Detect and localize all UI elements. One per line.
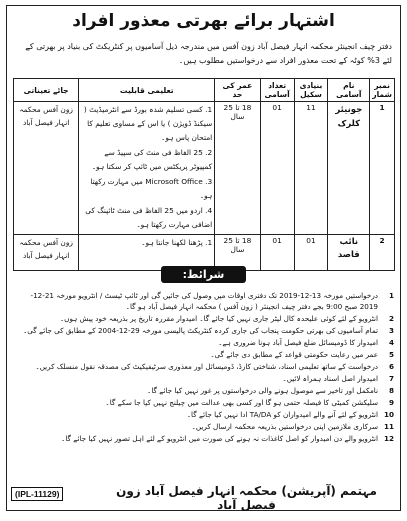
condition-number: 11 — [383, 422, 394, 431]
table-header-row — [14, 79, 395, 102]
header-scale: بنیادی سکیل — [294, 79, 328, 102]
condition-number: 1 — [388, 291, 394, 300]
condition-number: 9 — [388, 398, 394, 407]
cell-posting: زون آفس محکمہ انہار فیصل آباد — [14, 102, 79, 235]
condition-number: 3 — [388, 326, 394, 335]
cell-serial: 2 — [370, 235, 395, 271]
conditions-list — [13, 290, 394, 445]
list-item — [13, 290, 394, 312]
condition-number: 7 — [388, 374, 394, 383]
list-item — [13, 373, 394, 384]
condition-text: عمر میں رعایت حکومتی قواعد کے مطابق دی جائے گی۔ — [210, 350, 378, 359]
headline: اشتہار برائے بھرتی معذور افراد — [72, 11, 335, 31]
qualification-line: 4. اردو میں 25 الفاظ فی منٹ ٹائپنگ کی اضافی مہارت رکھتا ہو۔ — [85, 206, 213, 229]
cell-serial: 1 — [370, 102, 395, 235]
conditions-title: شرائط: — [161, 266, 247, 283]
header-count: تعداد آسامی — [260, 79, 294, 102]
condition-text: سلیکشن کمیٹی کا فیصلہ حتمی ہو گا اور کسی بھی عدالت میں چیلنج نہیں کیا جا سکے گا۔ — [105, 398, 378, 407]
condition-text: درخواست کے ساتھ تعلیمی اسناد، شناختی کارڈ، ڈومیسائل اور معذوری سرٹیفیکیٹ کی مصدقہ نقول منسلک کریں۔ — [35, 362, 378, 371]
condition-number: 2 — [388, 314, 394, 323]
cell-count: 01 — [260, 235, 294, 271]
header-post: نام آسامی — [328, 79, 370, 102]
list-item — [13, 409, 394, 420]
qualification-line: 1. پڑھنا لکھنا جانتا ہو۔ — [141, 238, 213, 247]
list-item — [13, 361, 394, 372]
cell-qualification — [79, 102, 215, 235]
condition-text: انٹرویو کے لئے کوئی علیحدہ کال لیٹر جاری نہیں کیا جائے گا۔ امیدوار مقررہ تاریخ پر بذریعہ خود پیش ہوں۔ — [59, 314, 378, 323]
reference-code: (IPL-11129) — [11, 487, 63, 501]
vacancy-table — [13, 78, 395, 271]
cell-age: 18 تا 25 سال — [215, 235, 260, 271]
header-serial: نمبر شمار — [370, 79, 395, 102]
condition-text: انٹرویو والے دن امیدوار کو اصل کاغذات نہ ہونے کی صورت میں انٹرویو کے لئے اہل تصور نہیں کیا جائے گا۔ — [61, 434, 378, 443]
cell-count: 01 — [260, 102, 294, 235]
list-item — [13, 337, 394, 348]
intro-paragraph: دفتر چیف انجینئر محکمہ انہار فیصل آباد زون آفس میں مندرجہ ذیل آسامیوں پر کنٹریکٹ کی بنیاد پر بھرتی کے لئے 3% کوٹہ کے تحت معذور افراد سے درخواستیں مطلوب ہیں۔ — [25, 42, 392, 65]
list-item — [13, 397, 394, 408]
qualification-line: 3. Microsoft Office میں مہارت رکھتا ہو۔ — [90, 177, 213, 200]
condition-text: امیدوار اصل اسناد ہمراہ لائیں۔ — [282, 374, 378, 383]
condition-text: سرکاری ملازمین اپنی درخواستیں بذریعہ محکمہ ارسال کریں۔ — [191, 422, 378, 431]
condition-text: امیدوار کا ڈومیسائل ضلع فیصل آباد ہونا ضروری ہے۔ — [218, 338, 378, 347]
condition-number: 12 — [383, 434, 394, 443]
list-item — [13, 313, 394, 324]
header-age: عمر کی حد — [215, 79, 260, 102]
list-item — [13, 325, 394, 336]
cell-scale: 11 — [294, 102, 328, 235]
condition-number: 4 — [388, 338, 394, 347]
condition-number: 8 — [388, 386, 394, 395]
list-item — [13, 349, 394, 360]
qualification-line: 2. 25 الفاظ فی منٹ کی سپیڈ سے کمپیوٹر پریکٹس میں ٹائپ کر سکتا ہو۔ — [91, 148, 213, 171]
condition-text: انٹرویو کے لئے آنے والے امیدواران کو TA/DA ادا نہیں کیا جائے گا۔ — [186, 410, 378, 419]
condition-text: نامکمل اور تاخیر سے موصول ہونے والی درخواستوں پر غور نہیں کیا جائے گا۔ — [147, 386, 378, 395]
condition-number: 5 — [388, 350, 394, 359]
cell-posting: زون آفس محکمہ انہار فیصل آباد — [14, 235, 79, 271]
header-qualification: تعلیمی قابلیت — [79, 79, 215, 102]
condition-number: 6 — [388, 362, 394, 371]
condition-text: تمام آسامیوں کی بھرتی حکومت پنجاب کی جاری کردہ کنٹریکٹ پالیسی مورخہ 29-12-2004 کے مطابق کی جائے گی۔ — [23, 326, 378, 335]
signoff: مہتمم (آپریشن) محکمہ انہار فیصل آباد زون فیصل آباد — [116, 484, 377, 512]
list-item — [13, 433, 394, 444]
list-item — [13, 421, 394, 432]
list-item — [13, 385, 394, 396]
advertisement-page — [6, 5, 401, 511]
cell-age: 18 تا 25 سال — [215, 102, 260, 235]
table-row — [14, 102, 395, 235]
cell-scale: 01 — [294, 235, 328, 271]
condition-number: 10 — [383, 410, 394, 419]
condition-text: درخواستیں مورخہ 13-12-2019 تک دفتری اوقات میں وصول کی جائیں گی اور ٹائپ ٹیسٹ / انٹرویو مورخہ 21-12-2019 صبح 9:00 بجے دفتر چیف انجینئر ( زون آفس ) محکمہ انہار فیصل آباد ہو گا۔ — [30, 291, 378, 311]
cell-post: نائب قاصد — [328, 235, 370, 271]
qualification-line: 1. کسی تسلیم شدہ بورڈ سے انٹرمیڈیٹ ( سیکنڈ ڈویژن ) یا اس کے مساوی تعلیم کا امتحان پاس ہو۔ — [83, 105, 213, 142]
header-posting: جائے تعیناتی — [14, 79, 79, 102]
cell-post: جونیئر کلرک — [328, 102, 370, 235]
